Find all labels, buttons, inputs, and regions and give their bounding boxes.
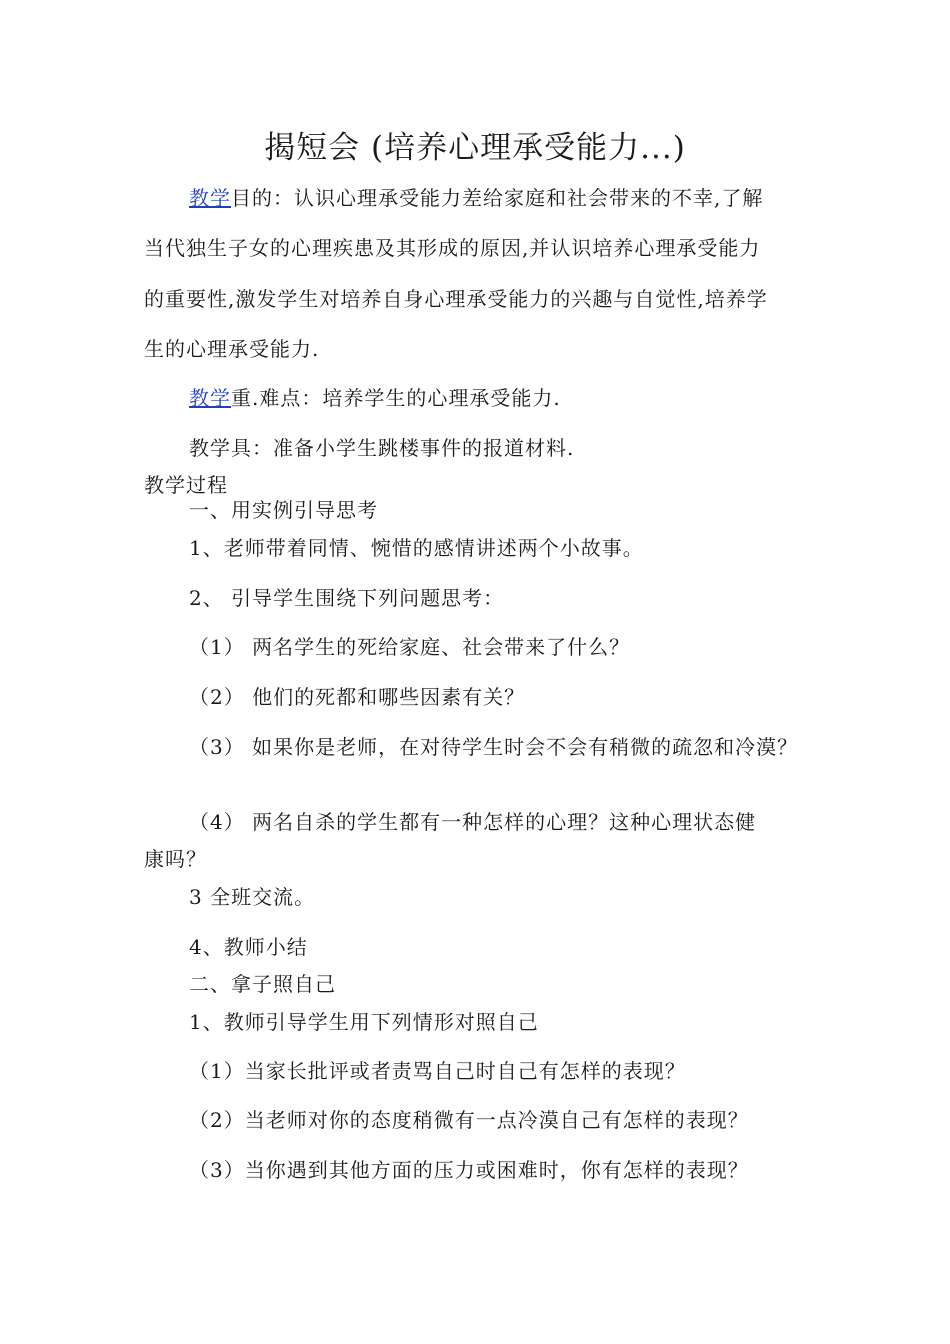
document-title: 揭短会 (培养心理承受能力...) [264,130,686,166]
s2-question-1: （1）当家长批评或者责骂自己时自己有怎样的表现？ [189,1059,686,1083]
teaching-link[interactable]: 教学 [189,186,231,210]
process-heading: 教学过程 [144,473,228,497]
objective-text: 目的：认识心理承受能力差给家庭和社会带来的不幸,了解 [231,186,764,210]
s1-question-4-line-2: 康吗？ [144,847,207,871]
objective-line-4: 生的心理承受能力. [144,337,320,361]
keypoint-text: 重.难点：培养学生的心理承受能力. [231,386,561,410]
section-2-heading: 二、拿子照自己 [189,972,336,996]
section-1-heading: 一、用实例引导思考 [189,498,378,522]
s1-question-2: （2） 他们的死都和哪些因素有关？ [189,685,526,709]
s1-question-4-line-1: （4） 两名自杀的学生都有一种怎样的心理？这种心理状态健 [189,810,757,834]
objective-line-1 [189,188,763,208]
s2-question-2: （2）当老师对你的态度稍微有一点冷漠自己有怎样的表现？ [189,1108,749,1132]
teaching-link[interactable]: 教学 [189,386,231,410]
s1-item-4: 4、教师小结 [189,935,308,959]
s2-item-1: 1、教师引导学生用下列情形对照自己 [189,1010,539,1034]
s1-question-1: （1） 两名学生的死给家庭、社会带来了什么？ [189,635,631,659]
objective-line-3: 的重要性,激发学生对培养自身心理承受能力的兴趣与自觉性,培养学 [144,287,768,311]
objective-line-2: 当代独生子女的心理疾患及其形成的原因,并认识培养心理承受能力 [144,236,761,260]
tools-line: 教学具：准备小学生跳楼事件的报道材料. [189,436,575,460]
s1-question-3: （3） 如果你是老师，在对待学生时会不会有稍微的疏忽和冷漠？ [189,735,799,759]
keypoint-line [189,388,561,408]
s1-item-3: 3 全班交流。 [189,885,316,909]
s1-item-1: 1、老师带着同情、惋惜的感情讲述两个小故事。 [189,536,644,560]
s1-item-2: 2、 引导学生围绕下列问题思考： [189,586,505,610]
s2-question-3: （3）当你遇到其他方面的压力或困难时，你有怎样的表现？ [189,1158,749,1182]
